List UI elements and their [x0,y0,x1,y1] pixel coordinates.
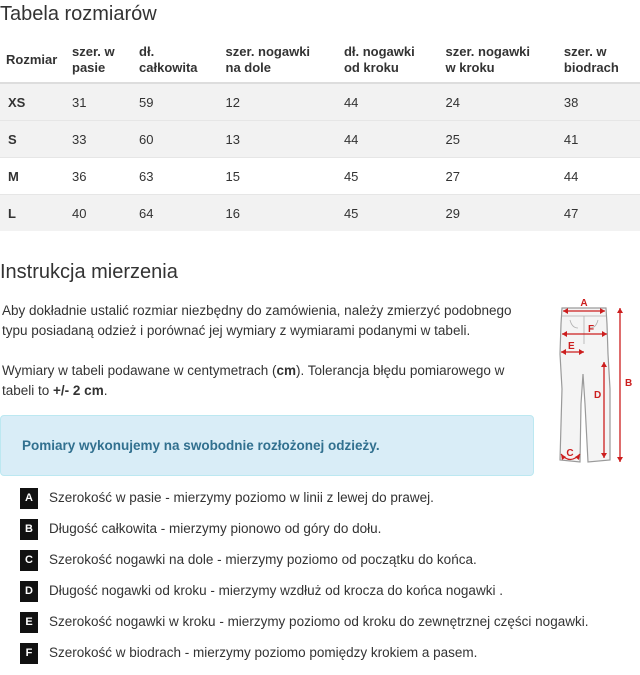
header-size: Rozmiar [0,38,66,83]
table-cell: 64 [133,195,220,232]
table-cell: 60 [133,121,220,158]
label-a: A [580,298,588,309]
instructions-paragraph-2: Wymiary w tabeli podawane w centymetrach (cm). Tolerancja błędu pomiarowego w tabeli to +/- 2 cm. [2,363,505,398]
header-hip-width: szer. w biodrach [558,38,640,83]
list-item-text: Długość nogawki od kroku - mierzymy wzdłuż od krocza do końca nogawki . [49,583,503,598]
table-cell: 44 [338,121,440,158]
header-hem-width: szer. nogawki na dole [220,38,338,83]
table-row [0,121,640,158]
table-cell: 47 [558,195,640,232]
table-cell: 13 [220,121,338,158]
list-item-text: Szerokość w biodrach - mierzymy poziomo pomiędzy krokiem a pasem. [49,645,478,660]
label-e: E [568,341,575,352]
table-cell: 59 [133,83,220,121]
table-cell: 45 [338,195,440,232]
table-cell-size: S [0,121,66,158]
table-cell: 12 [220,83,338,121]
trousers-diagram [548,294,640,468]
arrow-b [617,308,623,462]
table-cell: 31 [66,83,133,121]
letter-badge: F [20,643,38,664]
header-crotch-leg-width: szer. nogawki w kroku [439,38,557,83]
table-cell: 40 [66,195,133,232]
table-cell-size: M [0,158,66,195]
table-row [0,158,640,195]
letter-badge: D [20,581,38,602]
label-b: B [625,378,633,389]
label-f: F [588,324,595,335]
info-alert-text: Pomiary wykonujemy na swobodnie rozłożonej odzieży. [22,438,380,453]
label-c: C [566,448,574,459]
trousers-outline-shape [560,308,610,462]
table-cell-size: XS [0,83,66,121]
size-table-title: Tabela rozmiarów [0,3,157,25]
size-table-header-row [0,38,640,83]
header-waist-width: szer. w pasie [66,38,133,83]
table-row [0,83,640,121]
table-cell: 44 [558,158,640,195]
instructions-paragraph-1: Aby dokładnie ustalić rozmiar niezbędny do zamówienia, należy zmierzyć podobnego typu posiadaną odzież i porównać jej wymiary z wymiarami podanymi w tabeli. [2,303,512,338]
table-cell: 33 [66,121,133,158]
table-cell: 63 [133,158,220,195]
letter-badge: B [20,519,38,540]
letter-badge: C [20,550,38,571]
letter-badge: E [20,612,38,633]
header-inseam-length: dł. nogawki od kroku [338,38,440,83]
table-cell-size: L [0,195,66,232]
info-alert [0,415,534,476]
table-cell: 44 [338,83,440,121]
letter-badge: A [20,488,38,509]
table-cell: 24 [439,83,557,121]
table-cell: 36 [66,158,133,195]
list-item-text: Szerokość nogawki na dole - mierzymy poziomo od początku do końca. [49,552,477,567]
unit-cm: cm [276,363,296,378]
tolerance-value: +/- 2 cm [53,383,104,398]
list-item-text: Szerokość nogawki w kroku - mierzymy poziomo od kroku do zewnętrznej części nogawki. [49,614,589,629]
size-table [0,38,640,231]
label-d: D [594,390,602,401]
list-item-text: Szerokość w pasie - mierzymy poziomo w linii z lewej do prawej. [49,490,434,505]
table-cell: 27 [439,158,557,195]
table-row [0,195,640,232]
list-item-text: Długość całkowita - mierzymy pionowo od góry do dołu. [49,521,382,536]
table-cell: 25 [439,121,557,158]
table-cell: 29 [439,195,557,232]
table-cell: 16 [220,195,338,232]
header-total-length: dł. całkowita [133,38,220,83]
table-cell: 45 [338,158,440,195]
table-cell: 38 [558,83,640,121]
instructions-title: Instrukcja mierzenia [0,261,178,283]
table-cell: 15 [220,158,338,195]
table-cell: 41 [558,121,640,158]
